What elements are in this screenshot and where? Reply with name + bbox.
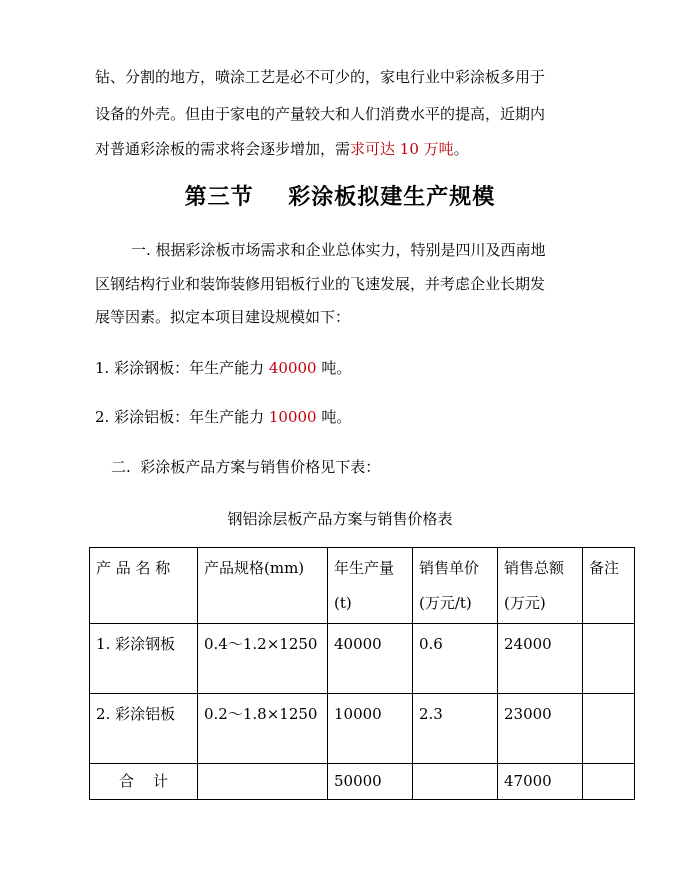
item-aluminum-prefix: 2. 彩涂铝板：年生产能力: [95, 408, 269, 426]
paragraph-1-line-3-prefix: 对普通彩涂板的需求将会逐步增加，需: [95, 140, 351, 158]
subsection-title: 二. 彩涂板产品方案与销售价格见下表：: [111, 458, 381, 476]
paragraph-1-line-1: 钻、分割的地方，喷涂工艺是必不可少的，家电行业中彩涂板多用于: [95, 68, 546, 86]
item-steel-suffix: 吨。: [316, 359, 352, 377]
header-unit-price: 销售单价(万元/t): [413, 548, 498, 624]
demand-highlight: 求可达 10 万吨: [350, 140, 454, 158]
cell-remarks: [583, 624, 635, 694]
paragraph-2-line-1: 一. 根据彩涂板市场需求和企业总体实力，特别是四川及西南地: [131, 241, 546, 259]
cell-product-name: 1. 彩涂钢板: [90, 624, 198, 694]
cell-unit-price: [413, 764, 498, 800]
header-annual-output: 年生产量(t): [328, 548, 413, 624]
header-product-name: 产 品 名 称: [90, 548, 198, 624]
paragraph-1-line-3: [95, 139, 469, 159]
cell-total-sales-sum: 47000: [498, 764, 583, 800]
paragraph-1-line-3-suffix: 。: [453, 140, 469, 158]
cell-spec: 0.4～1.2×1250: [198, 624, 328, 694]
paragraph-2-line-2: 区钢结构行业和装饰装修用铝板行业的飞速发展，并考虑企业长期发: [95, 275, 546, 293]
item-steel-prefix: 1. 彩涂钢板：年生产能力: [95, 359, 269, 377]
header-remarks: 备注: [583, 548, 635, 624]
cell-total-sales: 24000: [498, 624, 583, 694]
item-steel-value: 40000: [268, 359, 317, 377]
item-steel: [95, 358, 351, 378]
table-row: [90, 624, 635, 694]
cell-remarks: [583, 694, 635, 764]
cell-annual-output: 40000: [328, 624, 413, 694]
cell-annual-output: 10000: [328, 694, 413, 764]
cell-total-output: 50000: [328, 764, 413, 800]
item-aluminum-value: 10000: [268, 408, 317, 426]
price-table: [89, 547, 635, 800]
cell-remarks: [583, 764, 635, 800]
section-title: 第三节 彩涂板拟建生产规模: [184, 185, 496, 210]
table-row: [90, 694, 635, 764]
cell-unit-price: 2.3: [413, 694, 498, 764]
cell-product-name: 2. 彩涂铝板: [90, 694, 198, 764]
cell-unit-price: 0.6: [413, 624, 498, 694]
cell-spec: [198, 764, 328, 800]
table-header-row: [90, 548, 635, 624]
cell-total-label: 合 计: [90, 764, 198, 800]
table-total-row: [90, 764, 635, 800]
header-total-sales: 销售总额(万元): [498, 548, 583, 624]
paragraph-2-line-3: 展等因素。拟定本项目建设规模如下：: [95, 308, 351, 326]
cell-spec: 0.2～1.8×1250: [198, 694, 328, 764]
header-spec: 产品规格(mm): [198, 548, 328, 624]
cell-total-sales: 23000: [498, 694, 583, 764]
table-caption: 钢铝涂层板产品方案与销售价格表: [227, 510, 453, 528]
item-aluminum-suffix: 吨。: [316, 408, 352, 426]
paragraph-1-line-2: 设备的外壳。但由于家电的产量较大和人们消费水平的提高，近期内: [95, 105, 546, 123]
item-aluminum: [95, 407, 351, 427]
